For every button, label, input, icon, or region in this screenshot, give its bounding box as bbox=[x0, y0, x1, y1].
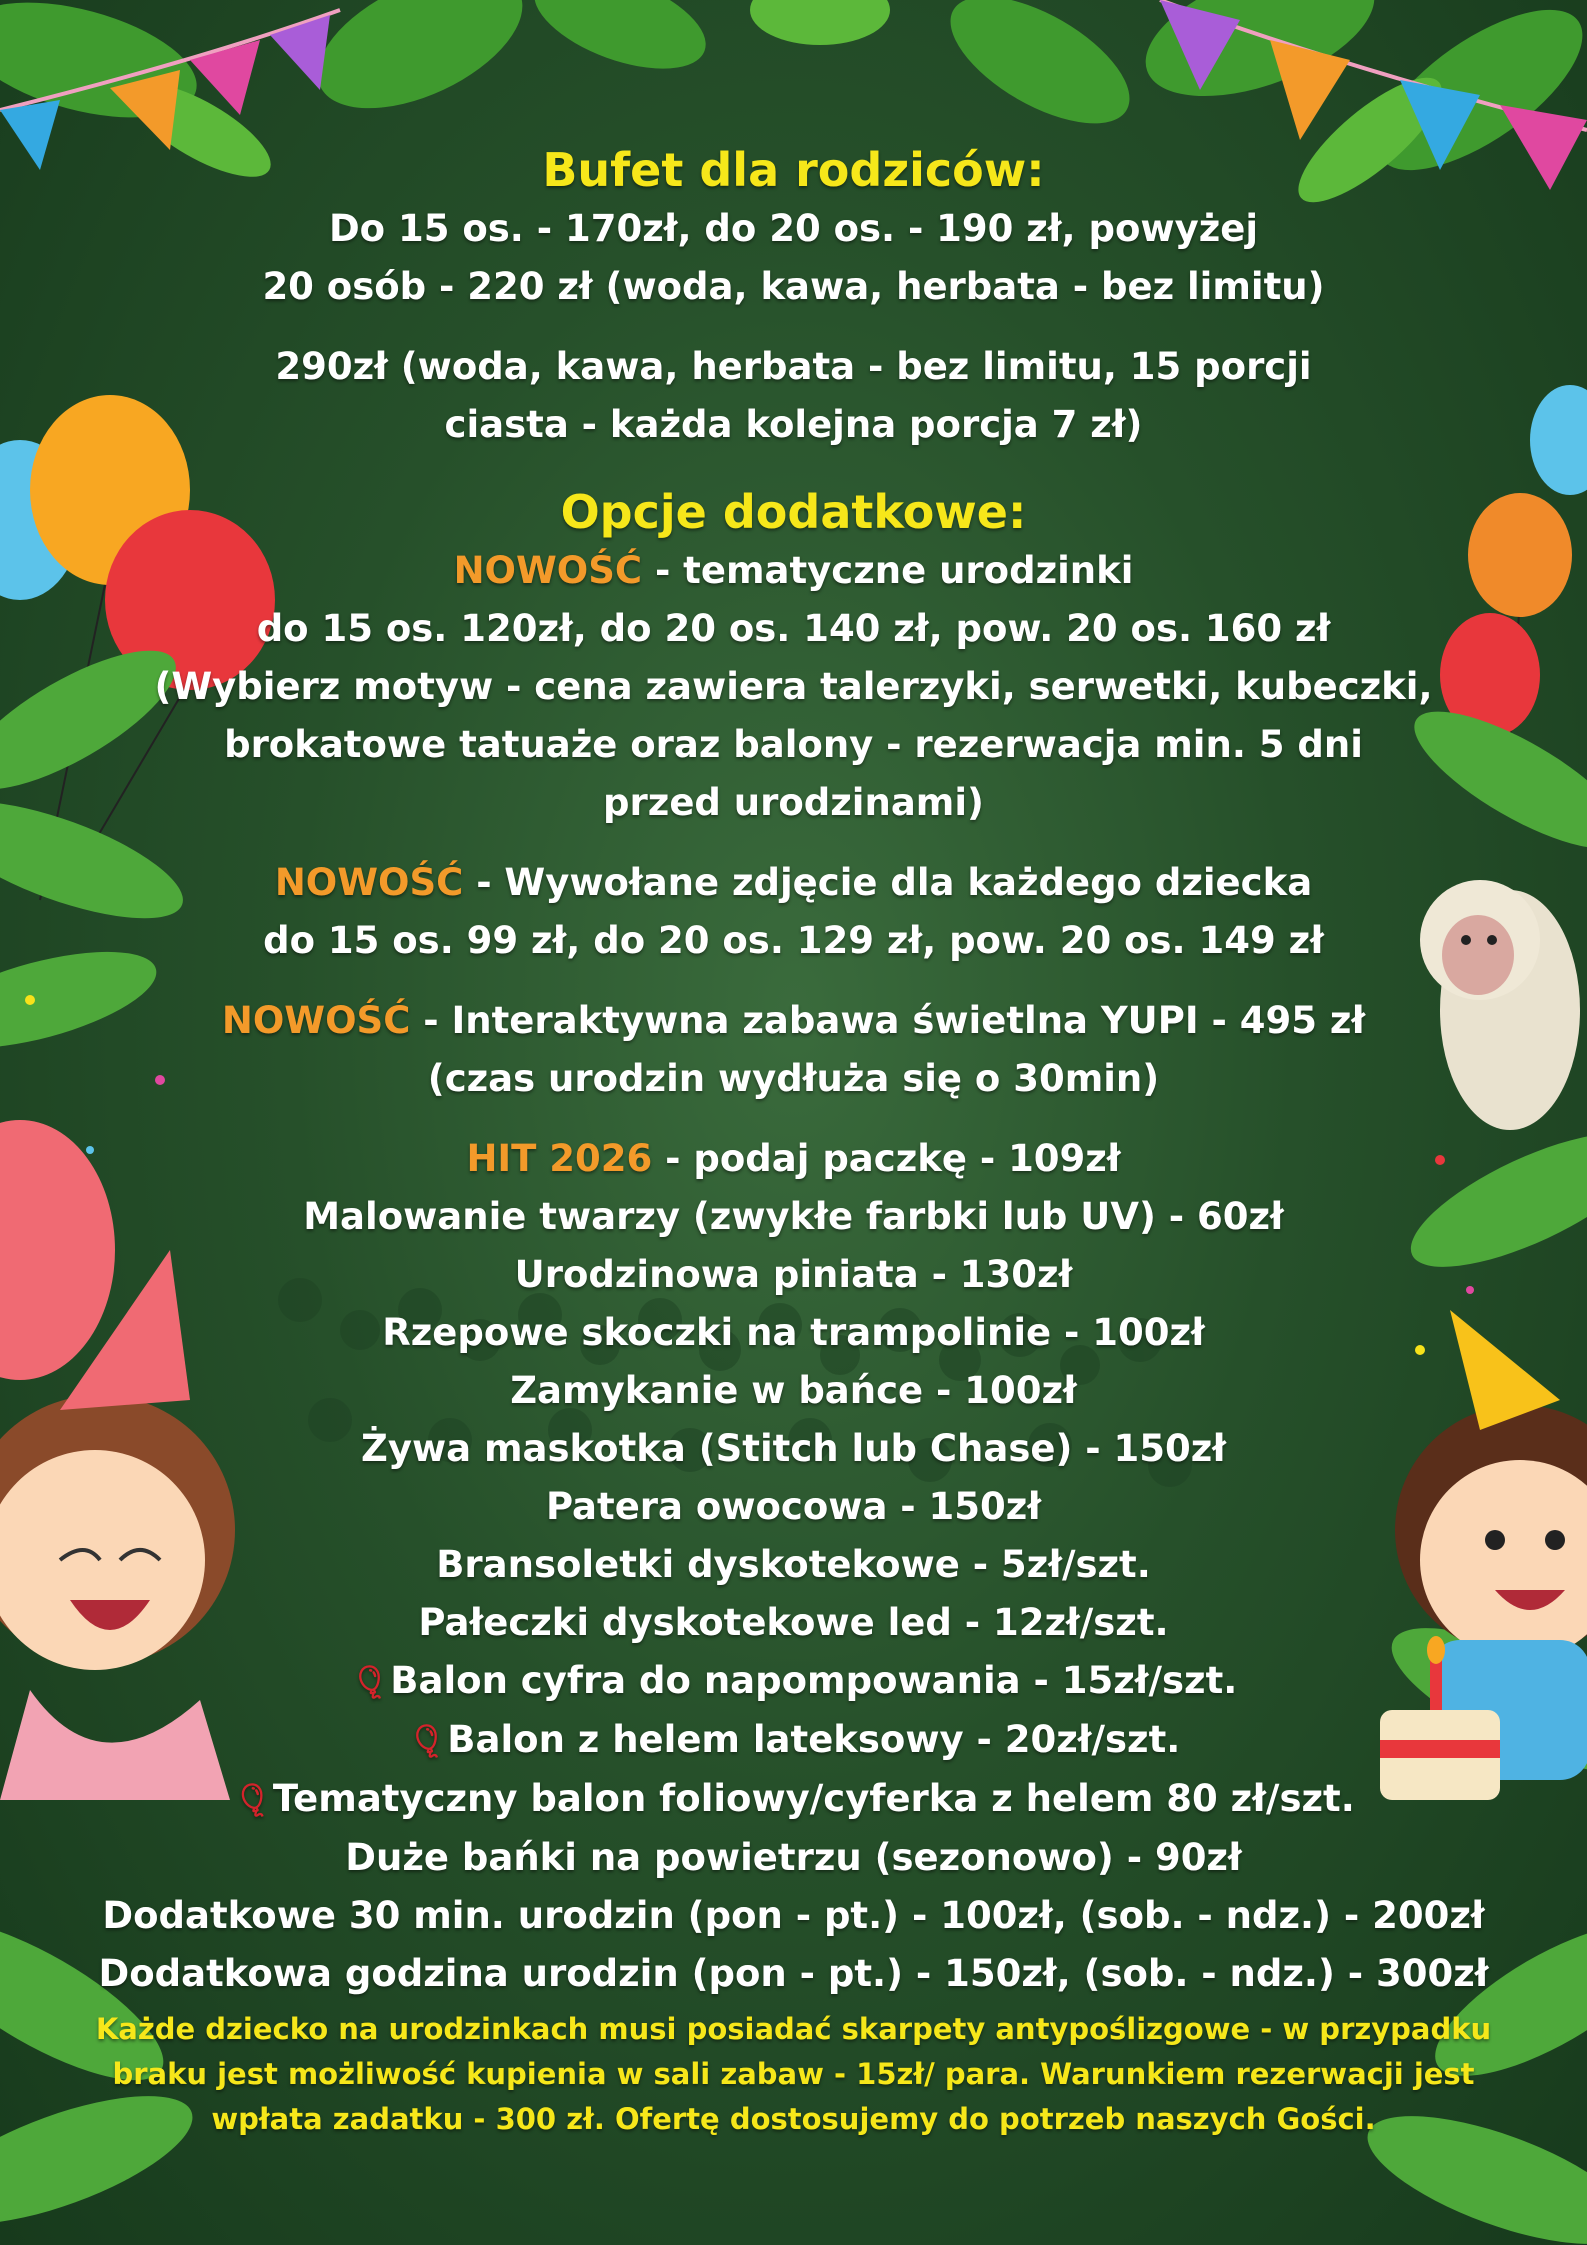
footer-line-2: braku jest możliwość kupienia w sali zabaw - 15zł/ para. Warunkiem rezerwacji jest bbox=[112, 2057, 1475, 2091]
balloon-icon: 🎈︎ bbox=[349, 1663, 391, 1701]
new-themed-party-desc-2: brokatowe tatuaże oraz balony - rezerwacja min. 5 dni bbox=[224, 723, 1363, 766]
options-heading: Opcje dodatkowe: bbox=[560, 485, 1027, 539]
new-themed-party-prices: do 15 os. 120zł, do 20 os. 140 zł, pow. 20 os. 160 zł bbox=[256, 607, 1331, 650]
balloon-option-item: 🎈︎Balon cyfra do napompowania - 15zł/szt. bbox=[349, 1659, 1238, 1702]
new-light-game bbox=[0, 992, 1587, 1050]
option-item: Bransoletki dyskotekowe - 5zł/szt. bbox=[436, 1543, 1151, 1586]
hit-item-title: - podaj paczkę - 109zł bbox=[652, 1137, 1121, 1180]
new-photo-prices: do 15 os. 99 zł, do 20 os. 129 zł, pow. 20 os. 149 zł bbox=[263, 919, 1324, 962]
hit-item bbox=[0, 1130, 1587, 1188]
footer-line-1: Każde dziecko na urodzinkach musi posiadać skarpety antypoślizgowe - w przypadku bbox=[95, 2012, 1492, 2046]
new-themed-party bbox=[0, 542, 1587, 600]
option-item: Pałeczki dyskotekowe led - 12zł/szt. bbox=[418, 1601, 1169, 1644]
buffet-line-2: 20 osób - 220 zł (woda, kawa, herbata - bez limitu) bbox=[262, 265, 1325, 308]
balloon-option-item: 🎈︎Balon z helem lateksowy - 20zł/szt. bbox=[406, 1718, 1181, 1761]
option-item: Zamykanie w bańce - 100zł bbox=[510, 1369, 1077, 1412]
balloon-icon: 🎈︎ bbox=[406, 1722, 448, 1760]
new-light-game-title: - Interaktywna zabawa świetlna YUPI - 495 zł bbox=[410, 999, 1366, 1042]
balloon-icon: 🎈︎ bbox=[232, 1781, 273, 1819]
new-badge: NOWOŚĆ bbox=[221, 999, 411, 1042]
option-item: Malowanie twarzy (zwykłe farbki lub UV) - 60zł bbox=[303, 1195, 1284, 1238]
option-item: Patera owocowa - 150zł bbox=[545, 1485, 1042, 1528]
balloon-option-item: 🎈︎Tematyczny balon foliowy/cyferka z helem 80 zł/szt. bbox=[232, 1777, 1355, 1820]
buffet-line-4: ciasta - każda kolejna porcja 7 zł) bbox=[444, 403, 1143, 446]
buffet-line-3: 290zł (woda, kawa, herbata - bez limitu, 15 porcji bbox=[275, 345, 1312, 388]
new-light-game-note: (czas urodzin wydłuża się o 30min) bbox=[427, 1057, 1160, 1100]
new-photo bbox=[0, 854, 1587, 912]
option-item: Dodatkowe 30 min. urodzin (pon - pt.) - 100zł, (sob. - ndz.) - 200zł bbox=[102, 1894, 1485, 1937]
option-item: Urodzinowa piniata - 130zł bbox=[514, 1253, 1073, 1296]
new-badge: NOWOŚĆ bbox=[274, 861, 464, 904]
option-item: Żywa maskotka (Stitch lub Chase) - 150zł bbox=[361, 1427, 1226, 1470]
buffet-line-1: Do 15 os. - 170zł, do 20 os. - 190 zł, powyżej bbox=[328, 207, 1259, 250]
new-themed-party-desc-3: przed urodzinami) bbox=[603, 781, 984, 824]
option-item: Dodatkowa godzina urodzin (pon - pt.) - 150zł, (sob. - ndz.) - 300zł bbox=[98, 1952, 1489, 1995]
offer-content bbox=[0, 140, 1587, 2142]
buffet-heading: Bufet dla rodziców: bbox=[542, 143, 1045, 197]
new-themed-party-desc-1: (Wybierz motyw - cena zawiera talerzyki, serwetki, kubeczki, bbox=[154, 665, 1433, 708]
footer-note bbox=[0, 2007, 1587, 2142]
option-item: Rzepowe skoczki na trampolinie - 100zł bbox=[382, 1311, 1205, 1354]
footer-line-3: wpłata zadatku - 300 zł. Ofertę dostosujemy do potrzeb naszych Gości. bbox=[211, 2102, 1376, 2136]
new-badge: NOWOŚĆ bbox=[453, 549, 643, 592]
new-themed-party-title: - tematyczne urodzinki bbox=[642, 549, 1134, 592]
new-photo-title: - Wywołane zdjęcie dla każdego dziecka bbox=[463, 861, 1313, 904]
option-item: Duże bańki na powietrzu (sezonowo) - 90zł bbox=[345, 1836, 1242, 1879]
hit-badge: HIT 2026 bbox=[466, 1137, 653, 1180]
